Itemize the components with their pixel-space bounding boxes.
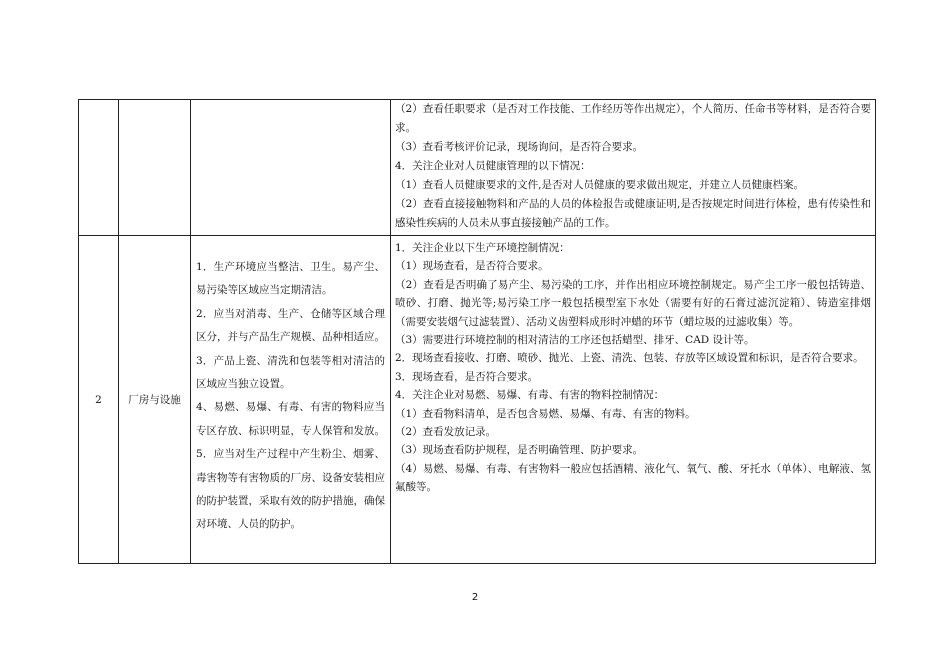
method-paragraph: 4．关注企业对人员健康管理的以下情况： [395, 160, 591, 172]
requirement-paragraph: 1．生产环境应当整洁、卫生。易产尘、易污染等区域应当定期清洁。 [196, 261, 385, 297]
standards-table [78, 99, 876, 564]
row-number-cell: 2 [79, 236, 119, 564]
method-paragraph: （2）查看发放记录。 [395, 426, 497, 439]
method-paragraph: （3）查看考核评价记录，现场询问，是否符合要求。 [395, 141, 644, 153]
requirement-paragraph: 2．应当对消毒、生产、仓储等区域合理区分，并与产品生产规模、品种相适应。 [196, 307, 385, 344]
method-paragraph: （2）查看任职要求（是否对工作技能、工作经历等作出规定），个人简历、任命书等材料，是否符合要求。 [395, 103, 871, 134]
requirement-paragraph: 5．应当对生产过程中产生粉尘、烟雾、毒害物等有害物质的厂房、设备安装相应的防护装置，采取有效的防护措施，确保对环境、人员的防护。 [196, 448, 385, 531]
method-paragraph: （1）查看物料清单，是否包含易燃、易爆、有毒、有害的物料。 [395, 407, 696, 420]
method-cell [391, 236, 876, 564]
method-paragraph: （3）需要进行环境控制的相对清洁的工序还包括蜡型、排牙、CAD 设计等。 [395, 334, 755, 347]
method-paragraph: （1）查看人员健康要求的文件,是否对人员健康的要求做出规定，并建立人员健康档案。 [395, 179, 805, 191]
page-number: 2 [471, 592, 479, 603]
method-paragraph: 4．关注企业对易燃、易爆、有毒、有害的物料控制情况： [395, 389, 665, 402]
method-paragraph: 3．现场查看，是否符合要求。 [395, 370, 539, 383]
requirement-paragraph: 4、易燃、易爆、有毒、有害的物料应当专区存放、标识明显，专人保管和发放。 [196, 401, 385, 437]
requirement-cell [191, 236, 391, 564]
method-paragraph: （3）现场查看防护规程，是否明确管理、防护要求。 [395, 444, 644, 457]
table-row [79, 100, 876, 236]
method-paragraph: （1）现场查看，是否符合要求。 [395, 260, 549, 273]
method-paragraph: （2）查看直接接触物料和产品的人员的体检报告或健康证明,是否按规定时间进行体检，患有传染性和感染性疾病的人员未从事直接接触产品的工作。 [395, 198, 871, 229]
item-cell: 厂房与设施 [119, 236, 191, 564]
method-paragraph: 2．现场查看接收、打磨、喷砂、抛光、上瓷、清洗、包装、存放等区域设置和标识，是否符合要求。 [395, 352, 864, 365]
requirement-paragraph: 3．产品上瓷、清洗和包装等相对清洁的区域应当独立设置。 [196, 354, 385, 391]
requirement-cell [191, 100, 391, 236]
method-cell [391, 100, 876, 236]
item-cell [119, 100, 191, 236]
table-row [79, 236, 876, 564]
row-number-cell [79, 100, 119, 236]
method-paragraph: （2）查看是否明确了易产尘、易污染的工序，并作出相应环境控制规定。易产尘工序一般包括铸造、喷砂、打磨、抛光等;易污染工序一般包括模型室下水处（需要有好的石膏过滤沉淀箱）、铸造室排烟（需要安装烟气过滤装置）、活动义齿塑料成形时冲蜡的环节（蜡垃圾的过滤收集）等。 [395, 278, 871, 328]
method-paragraph: 1．关注企业以下生产环境控制情况： [395, 242, 570, 254]
method-paragraph: （4）易燃、易爆、有毒、有害物料一般应包括酒精、液化气、氧气、酸、牙托水（单体）、电解液、氢氟酸等。 [395, 462, 871, 494]
